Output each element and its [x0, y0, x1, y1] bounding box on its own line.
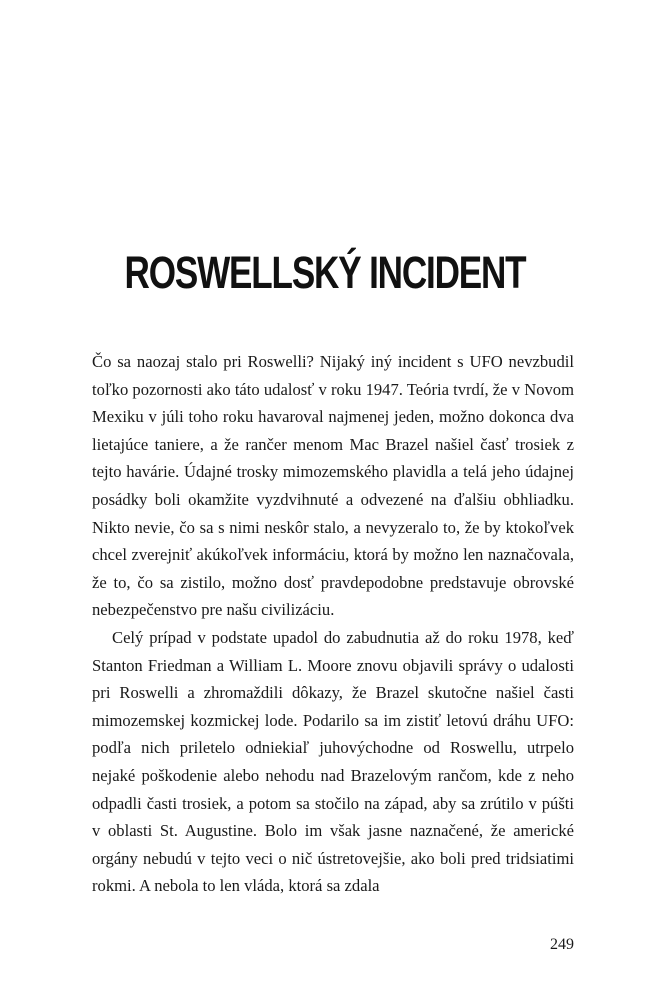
paragraph-1: Čo sa naozaj stalo pri Roswelli? Nijaký iný incident s UFO nevzbudil toľko pozornosti ako táto udalosť v roku 1947. Teória tvrdí, že v Novom Mexiku v júli toho roku havaroval najmenej jeden, možno dokonca dva lietajúce taniere, a že rančer menom Mac Brazel našiel časť trosiek z tejto havárie. Údajné trosky mimozemského plavidla a telá jeho údajnej posádky boli okamžite vyzdvihnuté a odvezené na ďalšiu obhliadku. Nikto nevie, čo sa s nimi neskôr stalo, a nevyzeralo to, že by ktokoľvek chcel zverejniť akúkoľvek informáciu, ktorá by možno len naznačovala, že to, čo sa zistilo, možno dosť pravdepodobne predstavuje obrovské nebezpečenstvo pre našu civilizáciu. [92, 352, 574, 620]
body-text [92, 348, 574, 900]
chapter-title: ROSWELLSKÝ INCIDENT [124, 247, 526, 298]
paragraph-2: Celý prípad v podstate upadol do zabudnutia až do roku 1978, keď Stanton Friedman a William L. Moore znovu objavili správy o udalosti pri Roswelli a zhromaždili dôkazy, že Brazel skutočne našiel časti mimozemskej kozmickej lode. Podarilo sa im zistiť letovú dráhu UFO: podľa nich priletelo odniekiaľ juhovýchodne od Roswellu, utrpelo nejaké poškodenie alebo nehodu nad Brazelovým rančom, kde z neho odpadli časti trosiek, a potom sa stočilo na západ, aby sa zrútilo v púšti v oblasti St. Augustine. Bolo im však jasne naznačené, že americké orgány nebudú v tejto veci o nič ústretovejšie, ako boli pred tridsiatimi rokmi. A nebola to len vláda, ktorá sa zdala [92, 627, 574, 896]
page-number: 249 [550, 936, 574, 953]
